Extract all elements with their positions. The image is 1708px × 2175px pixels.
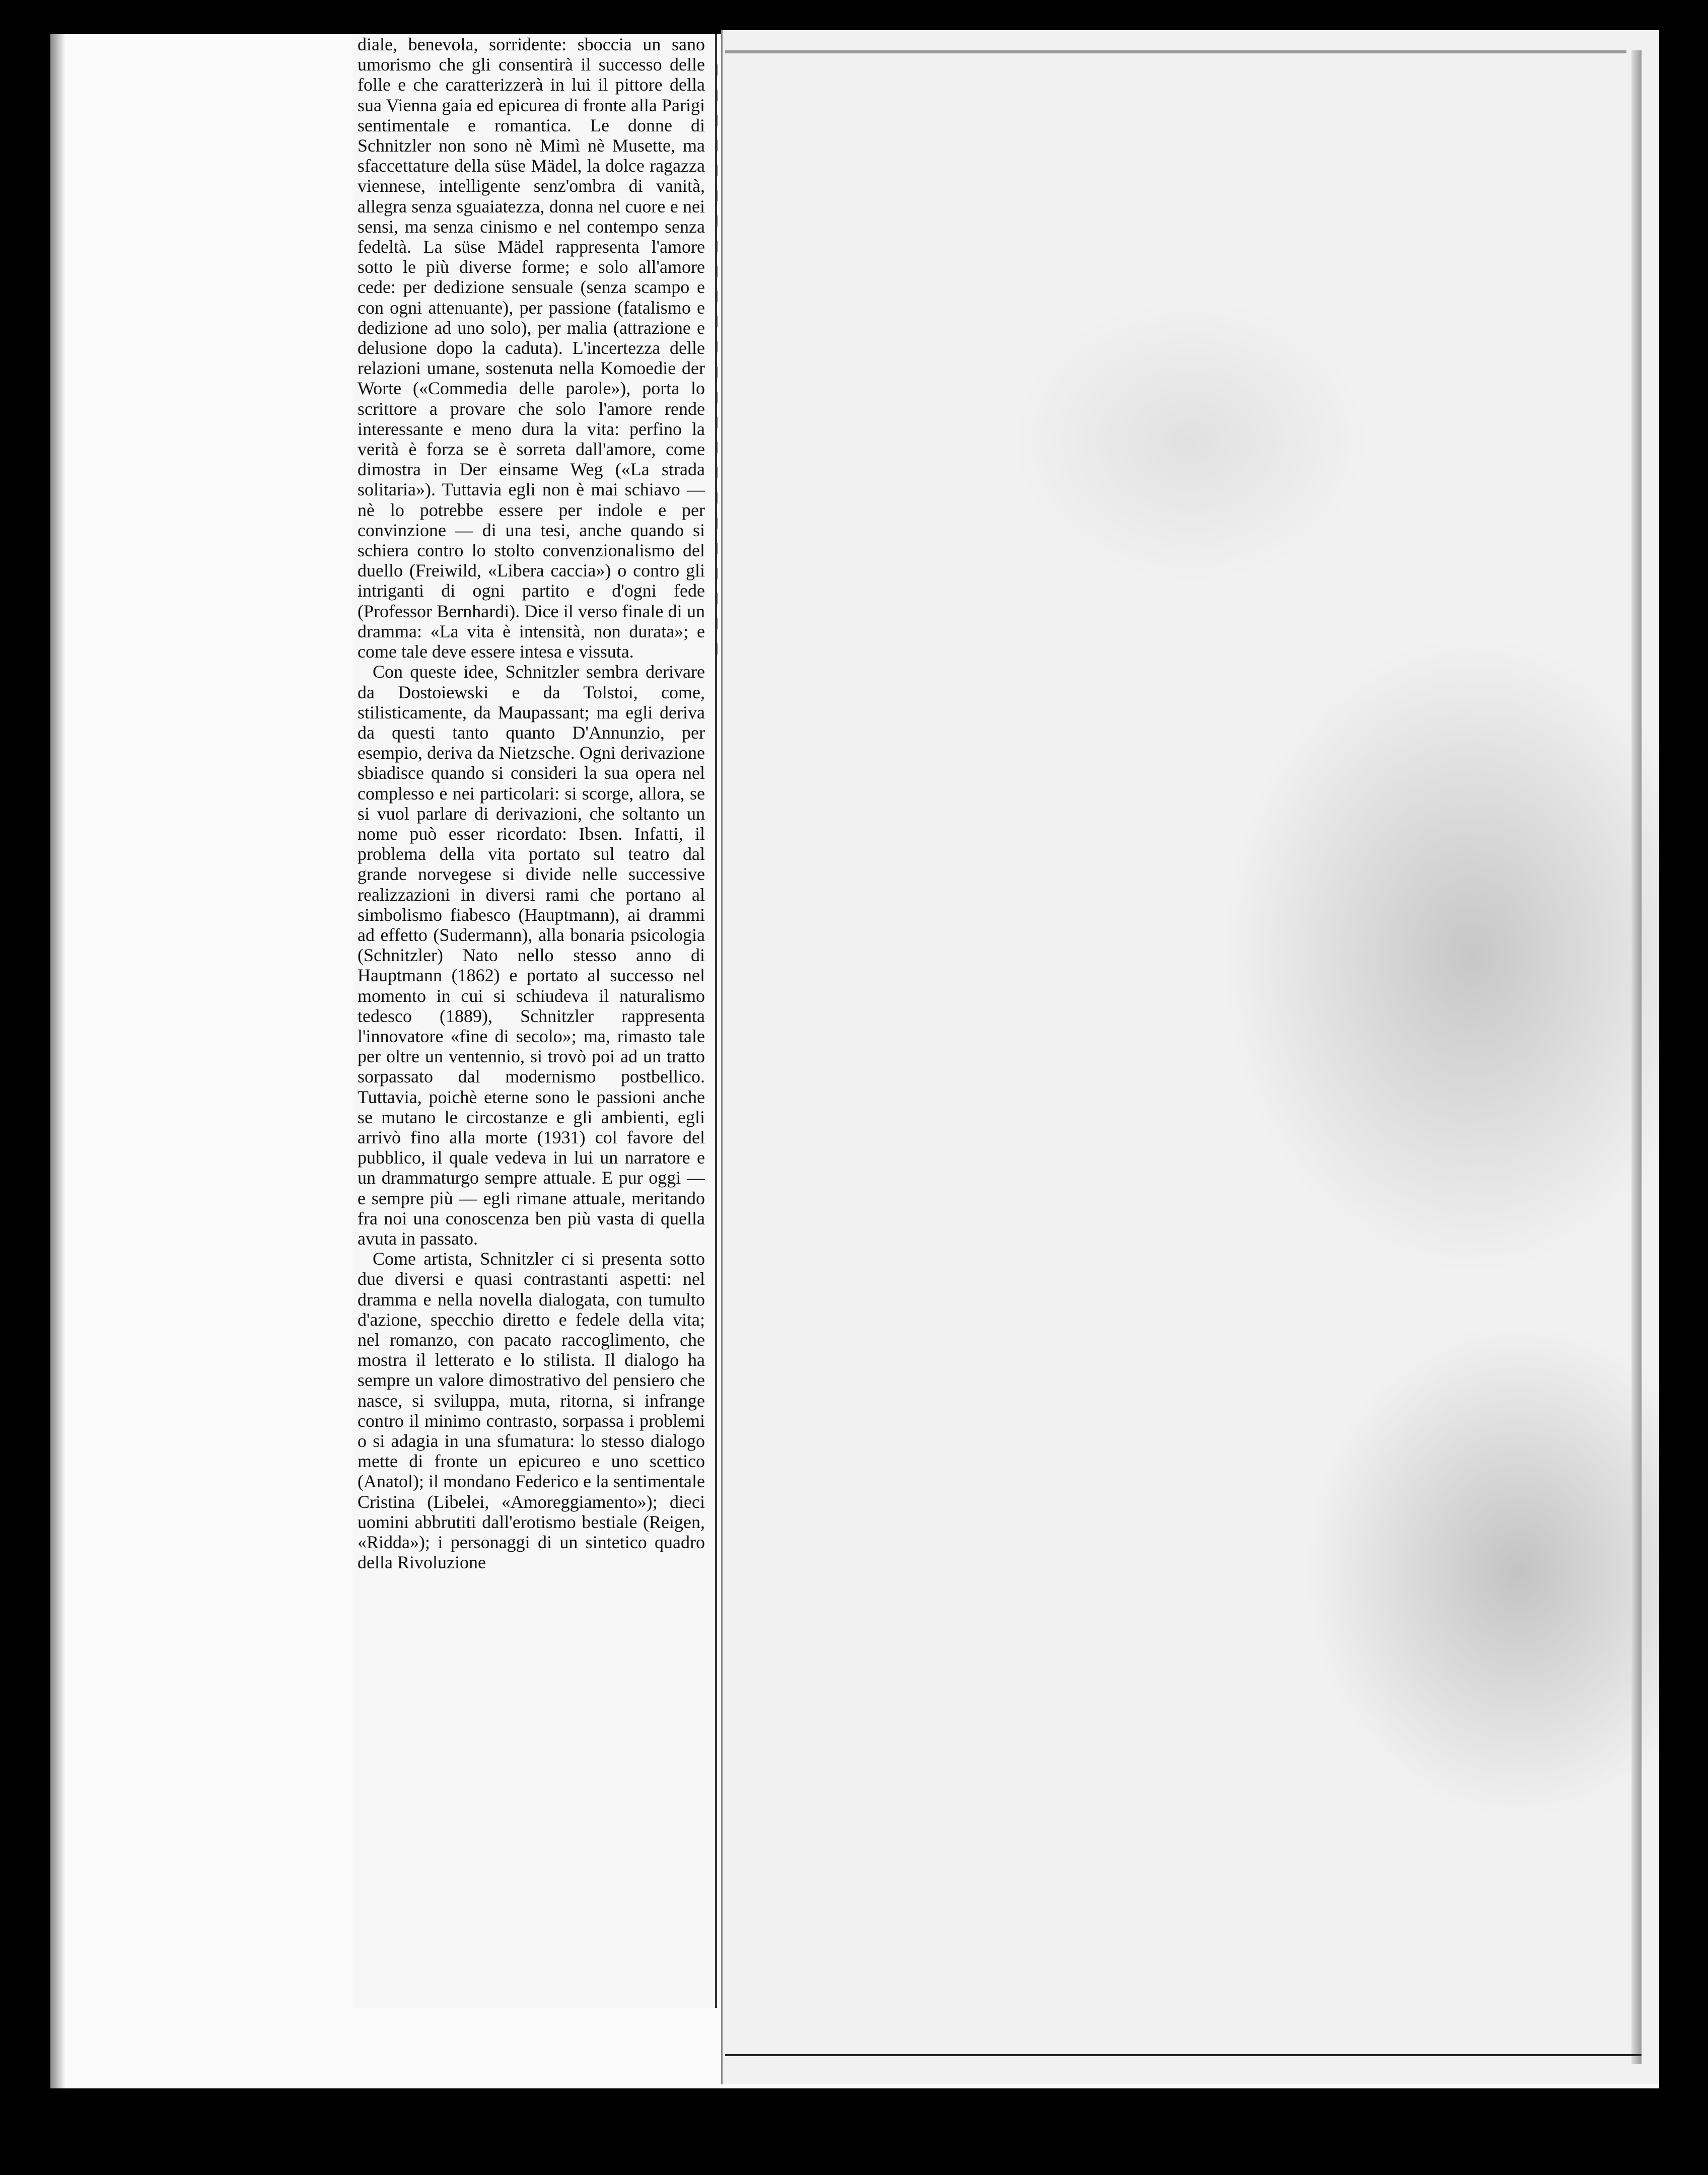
backing-sheet-right-edge <box>1631 50 1642 2064</box>
newspaper-clipping <box>352 34 717 2008</box>
article-paragraph-1: diale, benevola, sorridente: sboccia un sano umorismo che gli consentirà il successo delle folle e che caratterizzerà in lui il pittore della sua Vienna gaia ed epicurea di fronte alla Parigi sentimentale e romantica. Le donne di Schnitzler non sono nè Mimì nè Musette, ma sfaccettature della süse Mädel, la dolce ragazza viennese, intelligente senz'ombra di vanità, allegra senza sguaiatezza, donna nel cuore e nei sensi, ma senza cinismo e nel contempo senza fedeltà. La süse Mädel rappresenta l'amore sotto le più diverse forme; e solo all'amore cede: per dedizione sensuale (senza scampo e con ogni attenuante), per passione (fatalismo e dedizione ad uno solo), per malia (attrazione e delusione dopo la caduta). L'incertezza delle relazioni umane, sostenuta nella Komoedie der Worte («Commedia delle parole»), porta lo scrittore a provare che solo l'amore rende interessante e meno dura la vita: perfino la verità è forza se è sorreta dall'amore, come dimostra in Der einsame Weg («La strada solitaria»). Tuttavia egli non è mai schiavo — nè lo potrebbe essere per indole e per convinzione — di una tesi, anche quando si schiera contro lo stolto convenzionalismo del duello (Freiwild, «Libera caccia») o contro gli intriganti di ogni partito e d'ogni fede (Professor Bernhardi). Dice il verso finale di un dramma: «La vita è intensità, non durata»; e come tale deve essere intesa e vissuta. <box>358 34 705 662</box>
backing-sheet-top-edge <box>725 50 1626 53</box>
backing-sheet <box>721 30 1659 2084</box>
article-text <box>358 34 705 1572</box>
article-paragraph-2: Con queste idee, Schnitzler sembra derivare da Dostoiewski e da Tolstoi, come, stilisticamente, da Maupassant; ma egli deriva da questi tanto quanto D'Annunzio, per esempio, deriva da Nietzsche. Ogni derivazione sbiadisce quando si consideri la sua opera nel complesso e nei particolari: si scorge, allora, se si vuol parlare di derivazioni, che soltanto un nome può esser ricordato: Ibsen. Infatti, il problema della vita portato sul teatro dal grande norvegese si divide nelle successive realizzazioni in diversi rami che portano al simbolismo fiabesco (Hauptmann), ai drammi ad effetto (Sudermann), alla bonaria psicologia (Schnitzler) Nato nello stesso anno di Hauptmann (1862) e portato al successo nel momento in cui si schiudeva il naturalismo tedesco (1889), Schnitzler rappresenta l'innovatore «fine di secolo»; ma, rimasto tale per oltre un ventennio, si trovò poi ad un tratto sorpassato dal modernismo postbellico. Tuttavia, poichè eterne sono le passioni anche se mutano le circostanze e gli ambienti, egli arrivò fino alla morte (1931) col favore del pubblico, il quale vedeva in lui un narratore e un drammaturgo sempre attuale. E pur oggi — e sempre più — egli rimane attuale, meritando fra noi una conoscenza ben più vasta di quella avuta in passato. <box>358 662 705 1249</box>
article-paragraph-3: Come artista, Schnitzler ci si presenta sotto due diversi e quasi contrastanti aspetti: nel dramma e nella novella dialogata, con tumulto d'azione, specchio diretto e fedele della vita; nel romanzo, con pacato raccoglimento, che mostra il letterato e lo stilista. Il dialogo ha sempre un valore dimostrativo del pensiero che nasce, si sviluppa, muta, ritorna, si infrange contro il minimo contrasto, sorpassa i problemi o si adagia in una sfumatura: lo stesso dialogo mette di fronte un epicureo e uno scettico (Anatol); il mondano Federico e la sentimentale Cristina (Libelei, «Amoreggiamento»); dieci uomini abbrutiti dall'erotismo bestiale (Reigen, «Ridda»); i personaggi di un sintetico quadro della Rivoluzione <box>358 1249 705 1573</box>
backing-sheet-bottom-edge <box>725 2054 1642 2056</box>
left-page-shadow <box>50 34 65 2088</box>
